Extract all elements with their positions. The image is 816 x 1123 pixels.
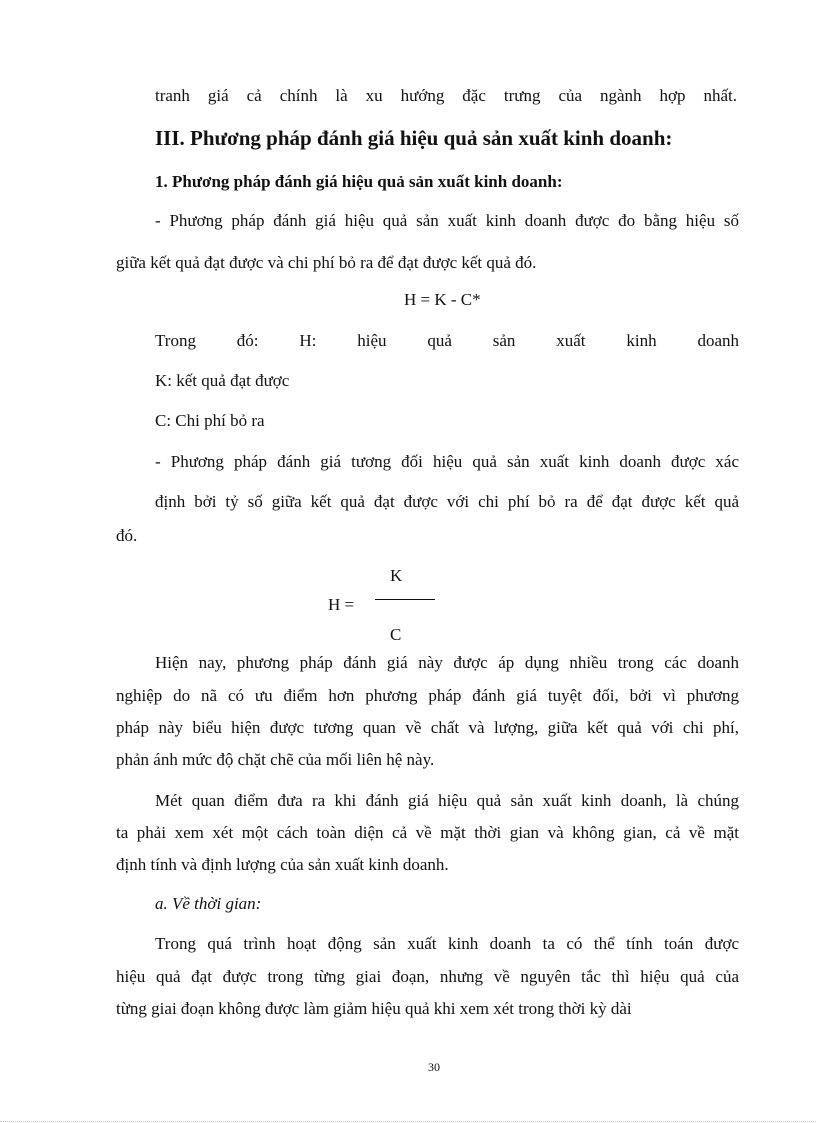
fraction-bar [375, 599, 435, 600]
definition-line: C: Chi phí bỏ ra [155, 411, 265, 430]
fraction-numerator: K [390, 566, 403, 585]
paragraph-line: hiệu quả đạt được trong từng giai đoạn, nhưng về nguyên tắc thì hiệu quả của [116, 967, 739, 986]
paragraph-line: từng giai đoạn không được làm giảm hiệu quả khi xem xét trong thời kỳ dài [116, 999, 632, 1018]
page-number: 30 [428, 1060, 440, 1074]
paragraph-line: định tính và định lượng của sản xuất kinh doanh. [116, 855, 449, 874]
page-bottom-rule [0, 1121, 816, 1122]
paragraph-line: nghiệp do nã có ưu điểm hơn phương pháp đánh giá tuyệt đối, bởi vì phương [116, 686, 739, 705]
paragraph-continuation: tranh giá cả chính là xu hướng đặc trưng của ngành hợp nhất. [155, 86, 737, 105]
subsection-heading: 1. Phương pháp đánh giá hiệu quả sản xuất kinh doanh: [155, 172, 563, 191]
paragraph-line: Hiện nay, phương pháp đánh giá này được áp dụng nhiều trong các doanh [155, 653, 739, 672]
paragraph-line: đó. [116, 526, 138, 545]
paragraph-line: - Phương pháp đánh giá tương đối hiệu quả sản xuất kinh doanh được xác [155, 452, 739, 471]
paragraph-line: định bởi tỷ số giữa kết quả đạt được với chi phí bỏ ra để đạt được kết quả [155, 492, 739, 511]
paragraph-line: ta phải xem xét một cách toàn diện cả về mặt thời gian và không gian, cả về mặt [116, 823, 739, 842]
fraction-lhs: H = [328, 595, 355, 614]
formula-absolute: H = K - C* [404, 290, 481, 309]
fraction-denominator: C [390, 625, 402, 644]
paragraph-line: phản ánh mức độ chặt chẽ của mối liên hệ này. [116, 750, 435, 769]
section-heading: III. Phương pháp đánh giá hiệu quả sản xuất kinh doanh: [155, 126, 673, 150]
paragraph-line: giữa kết quả đạt được và chi phí bỏ ra để đạt được kết quả đó. [116, 253, 537, 272]
definition-line: K: kết quả đạt được [155, 371, 290, 390]
paragraph-line: Mét quan điểm đưa ra khi đánh giá hiệu quả sản xuất kinh doanh, là chúng [155, 791, 739, 810]
subsection-heading-italic: a. Về thời gian: [155, 894, 262, 913]
definition-line: Trong đó: H: hiệu quả sản xuất kinh doanh [155, 331, 739, 350]
paragraph-line: - Phương pháp đánh giá hiệu quả sản xuất kinh doanh được đo bằng hiệu số [155, 211, 739, 230]
paragraph-line: pháp này biểu hiện được tương quan về chất và lượng, giữa kết quả với chi phí, [116, 718, 739, 737]
paragraph-line: Trong quá trình hoạt động sản xuất kinh doanh ta có thể tính toán được [155, 934, 739, 953]
